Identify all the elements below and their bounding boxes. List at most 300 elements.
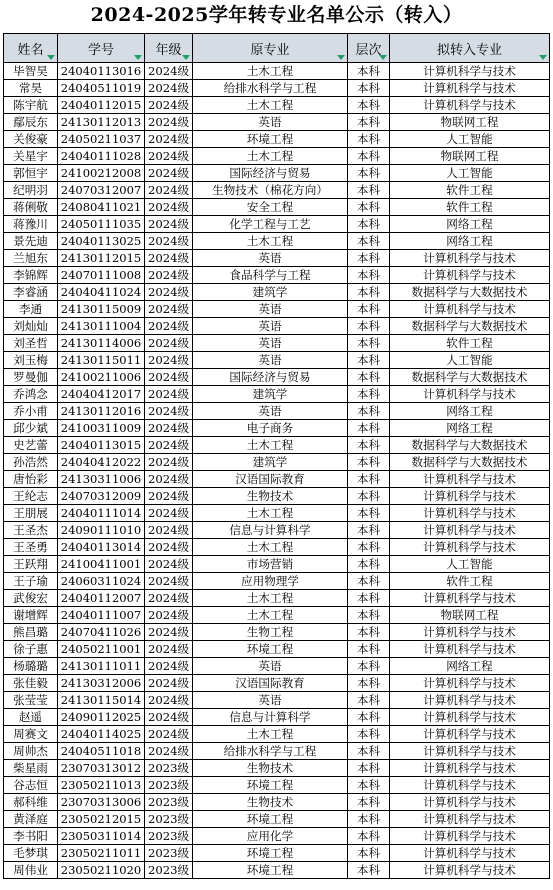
grade-cell[interactable]: 2024级 bbox=[145, 709, 193, 726]
student-id-cell[interactable]: 24090111010 bbox=[58, 522, 145, 539]
original-major-cell[interactable]: 电子商务 bbox=[193, 420, 348, 437]
student-id-cell[interactable]: 24100411001 bbox=[58, 556, 145, 573]
grade-cell[interactable]: 2023级 bbox=[145, 777, 193, 794]
student-id-cell[interactable]: 24040113015 bbox=[58, 437, 145, 454]
grade-cell[interactable]: 2024级 bbox=[145, 403, 193, 420]
original-major-cell[interactable]: 信息与计算科学 bbox=[193, 709, 348, 726]
target-major-cell[interactable]: 软件工程 bbox=[390, 182, 550, 199]
target-major-cell[interactable]: 计算机科学与技术 bbox=[390, 624, 550, 641]
level-cell[interactable]: 本科 bbox=[348, 777, 390, 794]
student-id-cell[interactable]: 24130115014 bbox=[58, 692, 145, 709]
level-cell[interactable]: 本科 bbox=[348, 165, 390, 182]
name-cell[interactable]: 毕智昊 bbox=[4, 63, 58, 80]
grade-cell[interactable]: 2023级 bbox=[145, 811, 193, 828]
grade-cell[interactable]: 2023级 bbox=[145, 760, 193, 777]
level-cell[interactable]: 本科 bbox=[348, 539, 390, 556]
original-major-cell[interactable]: 安全工程 bbox=[193, 199, 348, 216]
student-id-cell[interactable]: 24070312009 bbox=[58, 488, 145, 505]
student-id-cell[interactable]: 24040412022 bbox=[58, 454, 145, 471]
name-cell[interactable]: 赵遥 bbox=[4, 709, 58, 726]
grade-cell[interactable]: 2023级 bbox=[145, 828, 193, 845]
name-cell[interactable]: 蒋豫川 bbox=[4, 216, 58, 233]
student-id-cell[interactable]: 24090112025 bbox=[58, 709, 145, 726]
level-cell[interactable]: 本科 bbox=[348, 97, 390, 114]
filter-arrow-icon[interactable] bbox=[47, 55, 55, 60]
original-major-cell[interactable]: 环境工程 bbox=[193, 811, 348, 828]
target-major-cell[interactable]: 人工智能 bbox=[390, 131, 550, 148]
col-header-name[interactable]: 姓名 bbox=[4, 34, 58, 63]
target-major-cell[interactable]: 计算机科学与技术 bbox=[390, 267, 550, 284]
level-cell[interactable]: 本科 bbox=[348, 692, 390, 709]
filter-arrow-icon[interactable] bbox=[337, 55, 345, 60]
name-cell[interactable]: 李书阳 bbox=[4, 828, 58, 845]
name-cell[interactable]: 史艺蕾 bbox=[4, 437, 58, 454]
grade-cell[interactable]: 2024级 bbox=[145, 80, 193, 97]
level-cell[interactable]: 本科 bbox=[348, 454, 390, 471]
original-major-cell[interactable]: 土木工程 bbox=[193, 97, 348, 114]
grade-cell[interactable]: 2024级 bbox=[145, 675, 193, 692]
level-cell[interactable]: 本科 bbox=[348, 522, 390, 539]
name-cell[interactable]: 罗曼伽 bbox=[4, 369, 58, 386]
grade-cell[interactable]: 2024级 bbox=[145, 386, 193, 403]
level-cell[interactable]: 本科 bbox=[348, 505, 390, 522]
name-cell[interactable]: 李锦辉 bbox=[4, 267, 58, 284]
target-major-cell[interactable]: 计算机科学与技术 bbox=[390, 505, 550, 522]
level-cell[interactable]: 本科 bbox=[348, 80, 390, 97]
original-major-cell[interactable]: 土木工程 bbox=[193, 590, 348, 607]
level-cell[interactable]: 本科 bbox=[348, 743, 390, 760]
original-major-cell[interactable]: 生物技术（棉花方向） bbox=[193, 182, 348, 199]
filter-arrow-icon[interactable] bbox=[134, 55, 142, 60]
grade-cell[interactable]: 2024级 bbox=[145, 97, 193, 114]
student-id-cell[interactable]: 23050211013 bbox=[58, 777, 145, 794]
target-major-cell[interactable]: 网络工程 bbox=[390, 658, 550, 675]
level-cell[interactable]: 本科 bbox=[348, 862, 390, 879]
student-id-cell[interactable]: 24130111004 bbox=[58, 318, 145, 335]
grade-cell[interactable]: 2024级 bbox=[145, 233, 193, 250]
original-major-cell[interactable]: 生物技术 bbox=[193, 488, 348, 505]
original-major-cell[interactable]: 英语 bbox=[193, 692, 348, 709]
target-major-cell[interactable]: 计算机科学与技术 bbox=[390, 63, 550, 80]
grade-cell[interactable]: 2024级 bbox=[145, 318, 193, 335]
level-cell[interactable]: 本科 bbox=[348, 131, 390, 148]
original-major-cell[interactable]: 汉语国际教育 bbox=[193, 471, 348, 488]
level-cell[interactable]: 本科 bbox=[348, 318, 390, 335]
student-id-cell[interactable]: 24130115011 bbox=[58, 352, 145, 369]
grade-cell[interactable]: 2024级 bbox=[145, 607, 193, 624]
grade-cell[interactable]: 2024级 bbox=[145, 437, 193, 454]
name-cell[interactable]: 李通 bbox=[4, 301, 58, 318]
student-id-cell[interactable]: 24040511018 bbox=[58, 743, 145, 760]
target-major-cell[interactable]: 网络工程 bbox=[390, 233, 550, 250]
original-major-cell[interactable]: 国际经济与贸易 bbox=[193, 369, 348, 386]
level-cell[interactable]: 本科 bbox=[348, 182, 390, 199]
col-header-level[interactable]: 层次 bbox=[348, 34, 390, 63]
grade-cell[interactable]: 2024级 bbox=[145, 590, 193, 607]
name-cell[interactable]: 关俊豪 bbox=[4, 131, 58, 148]
level-cell[interactable]: 本科 bbox=[348, 267, 390, 284]
target-major-cell[interactable]: 数据科学与大数据技术 bbox=[390, 369, 550, 386]
grade-cell[interactable]: 2024级 bbox=[145, 199, 193, 216]
col-header-student-id[interactable]: 学号 bbox=[58, 34, 145, 63]
name-cell[interactable]: 武俊宏 bbox=[4, 590, 58, 607]
level-cell[interactable]: 本科 bbox=[348, 760, 390, 777]
grade-cell[interactable]: 2024级 bbox=[145, 573, 193, 590]
col-header-target-major[interactable]: 拟转入专业 bbox=[390, 34, 550, 63]
level-cell[interactable]: 本科 bbox=[348, 335, 390, 352]
target-major-cell[interactable]: 计算机科学与技术 bbox=[390, 590, 550, 607]
target-major-cell[interactable]: 数据科学与大数据技术 bbox=[390, 284, 550, 301]
original-major-cell[interactable]: 英语 bbox=[193, 250, 348, 267]
name-cell[interactable]: 郝科维 bbox=[4, 794, 58, 811]
target-major-cell[interactable]: 物联网工程 bbox=[390, 148, 550, 165]
col-header-original-major[interactable]: 原专业 bbox=[193, 34, 348, 63]
target-major-cell[interactable]: 网络工程 bbox=[390, 403, 550, 420]
grade-cell[interactable]: 2024级 bbox=[145, 182, 193, 199]
level-cell[interactable]: 本科 bbox=[348, 607, 390, 624]
level-cell[interactable]: 本科 bbox=[348, 624, 390, 641]
grade-cell[interactable]: 2024级 bbox=[145, 471, 193, 488]
filter-arrow-icon[interactable] bbox=[539, 55, 547, 60]
grade-cell[interactable]: 2024级 bbox=[145, 743, 193, 760]
grade-cell[interactable]: 2024级 bbox=[145, 114, 193, 131]
student-id-cell[interactable]: 24130311006 bbox=[58, 471, 145, 488]
student-id-cell[interactable]: 24040113016 bbox=[58, 63, 145, 80]
level-cell[interactable]: 本科 bbox=[348, 641, 390, 658]
student-id-cell[interactable]: 24050111035 bbox=[58, 216, 145, 233]
level-cell[interactable]: 本科 bbox=[348, 675, 390, 692]
level-cell[interactable]: 本科 bbox=[348, 573, 390, 590]
student-id-cell[interactable]: 24060311024 bbox=[58, 573, 145, 590]
level-cell[interactable]: 本科 bbox=[348, 403, 390, 420]
original-major-cell[interactable]: 环境工程 bbox=[193, 845, 348, 862]
original-major-cell[interactable]: 生物技术 bbox=[193, 794, 348, 811]
target-major-cell[interactable]: 计算机科学与技术 bbox=[390, 726, 550, 743]
name-cell[interactable]: 纪明羽 bbox=[4, 182, 58, 199]
student-id-cell[interactable]: 24040111028 bbox=[58, 148, 145, 165]
filter-arrow-icon[interactable] bbox=[379, 55, 387, 60]
student-id-cell[interactable]: 24100311009 bbox=[58, 420, 145, 437]
name-cell[interactable]: 常昊 bbox=[4, 80, 58, 97]
level-cell[interactable]: 本科 bbox=[348, 233, 390, 250]
grade-cell[interactable]: 2024级 bbox=[145, 641, 193, 658]
name-cell[interactable]: 鄢辰东 bbox=[4, 114, 58, 131]
grade-cell[interactable]: 2024级 bbox=[145, 454, 193, 471]
level-cell[interactable]: 本科 bbox=[348, 437, 390, 454]
original-major-cell[interactable]: 环境工程 bbox=[193, 777, 348, 794]
student-id-cell[interactable]: 24130114006 bbox=[58, 335, 145, 352]
target-major-cell[interactable]: 人工智能 bbox=[390, 165, 550, 182]
level-cell[interactable]: 本科 bbox=[348, 488, 390, 505]
target-major-cell[interactable]: 计算机科学与技术 bbox=[390, 641, 550, 658]
grade-cell[interactable]: 2024级 bbox=[145, 267, 193, 284]
original-major-cell[interactable]: 环境工程 bbox=[193, 131, 348, 148]
name-cell[interactable]: 杨璐璐 bbox=[4, 658, 58, 675]
name-cell[interactable]: 周帅杰 bbox=[4, 743, 58, 760]
name-cell[interactable]: 邱少斌 bbox=[4, 420, 58, 437]
grade-cell[interactable]: 2024级 bbox=[145, 165, 193, 182]
student-id-cell[interactable]: 24130312006 bbox=[58, 675, 145, 692]
student-id-cell[interactable]: 24130111011 bbox=[58, 658, 145, 675]
name-cell[interactable]: 徐子惠 bbox=[4, 641, 58, 658]
grade-cell[interactable]: 2024级 bbox=[145, 556, 193, 573]
target-major-cell[interactable]: 计算机科学与技术 bbox=[390, 522, 550, 539]
original-major-cell[interactable]: 汉语国际教育 bbox=[193, 675, 348, 692]
grade-cell[interactable]: 2024级 bbox=[145, 420, 193, 437]
level-cell[interactable]: 本科 bbox=[348, 794, 390, 811]
target-major-cell[interactable]: 计算机科学与技术 bbox=[390, 760, 550, 777]
target-major-cell[interactable]: 计算机科学与技术 bbox=[390, 386, 550, 403]
original-major-cell[interactable]: 应用物理学 bbox=[193, 573, 348, 590]
target-major-cell[interactable]: 网络工程 bbox=[390, 216, 550, 233]
target-major-cell[interactable]: 计算机科学与技术 bbox=[390, 301, 550, 318]
student-id-cell[interactable]: 23050311014 bbox=[58, 828, 145, 845]
target-major-cell[interactable]: 人工智能 bbox=[390, 556, 550, 573]
target-major-cell[interactable]: 计算机科学与技术 bbox=[390, 828, 550, 845]
original-major-cell[interactable]: 食品科学与工程 bbox=[193, 267, 348, 284]
student-id-cell[interactable]: 23050212015 bbox=[58, 811, 145, 828]
grade-cell[interactable]: 2024级 bbox=[145, 505, 193, 522]
original-major-cell[interactable]: 给排水科学与工程 bbox=[193, 743, 348, 760]
grade-cell[interactable]: 2024级 bbox=[145, 369, 193, 386]
original-major-cell[interactable]: 建筑学 bbox=[193, 284, 348, 301]
target-major-cell[interactable]: 人工智能 bbox=[390, 352, 550, 369]
level-cell[interactable]: 本科 bbox=[348, 386, 390, 403]
original-major-cell[interactable]: 国际经济与贸易 bbox=[193, 165, 348, 182]
original-major-cell[interactable]: 土木工程 bbox=[193, 726, 348, 743]
original-major-cell[interactable]: 信息与计算科学 bbox=[193, 522, 348, 539]
student-id-cell[interactable]: 23070313012 bbox=[58, 760, 145, 777]
grade-cell[interactable]: 2024级 bbox=[145, 335, 193, 352]
name-cell[interactable]: 关星宇 bbox=[4, 148, 58, 165]
target-major-cell[interactable]: 物联网工程 bbox=[390, 607, 550, 624]
name-cell[interactable]: 张莹莹 bbox=[4, 692, 58, 709]
name-cell[interactable]: 刘灿灿 bbox=[4, 318, 58, 335]
name-cell[interactable]: 乔鸿念 bbox=[4, 386, 58, 403]
student-id-cell[interactable]: 24100211006 bbox=[58, 369, 145, 386]
target-major-cell[interactable]: 计算机科学与技术 bbox=[390, 97, 550, 114]
student-id-cell[interactable]: 24040111007 bbox=[58, 607, 145, 624]
student-id-cell[interactable]: 24130112015 bbox=[58, 250, 145, 267]
original-major-cell[interactable]: 英语 bbox=[193, 114, 348, 131]
grade-cell[interactable]: 2024级 bbox=[145, 216, 193, 233]
grade-cell[interactable]: 2024级 bbox=[145, 624, 193, 641]
name-cell[interactable]: 王朋展 bbox=[4, 505, 58, 522]
original-major-cell[interactable]: 英语 bbox=[193, 301, 348, 318]
student-id-cell[interactable]: 24040411024 bbox=[58, 284, 145, 301]
original-major-cell[interactable]: 市场营销 bbox=[193, 556, 348, 573]
target-major-cell[interactable]: 计算机科学与技术 bbox=[390, 539, 550, 556]
original-major-cell[interactable]: 环境工程 bbox=[193, 641, 348, 658]
original-major-cell[interactable]: 建筑学 bbox=[193, 386, 348, 403]
target-major-cell[interactable]: 计算机科学与技术 bbox=[390, 488, 550, 505]
target-major-cell[interactable]: 软件工程 bbox=[390, 199, 550, 216]
level-cell[interactable]: 本科 bbox=[348, 726, 390, 743]
level-cell[interactable]: 本科 bbox=[348, 199, 390, 216]
original-major-cell[interactable]: 土木工程 bbox=[193, 607, 348, 624]
target-major-cell[interactable]: 计算机科学与技术 bbox=[390, 845, 550, 862]
name-cell[interactable]: 刘玉梅 bbox=[4, 352, 58, 369]
target-major-cell[interactable]: 数据科学与大数据技术 bbox=[390, 454, 550, 471]
name-cell[interactable]: 张佳毅 bbox=[4, 675, 58, 692]
name-cell[interactable]: 谢增辉 bbox=[4, 607, 58, 624]
original-major-cell[interactable]: 英语 bbox=[193, 318, 348, 335]
grade-cell[interactable]: 2023级 bbox=[145, 845, 193, 862]
original-major-cell[interactable]: 英语 bbox=[193, 352, 348, 369]
level-cell[interactable]: 本科 bbox=[348, 63, 390, 80]
name-cell[interactable]: 孙浩然 bbox=[4, 454, 58, 471]
original-major-cell[interactable]: 化学工程与工艺 bbox=[193, 216, 348, 233]
grade-cell[interactable]: 2024级 bbox=[145, 522, 193, 539]
target-major-cell[interactable]: 计算机科学与技术 bbox=[390, 709, 550, 726]
name-cell[interactable]: 周赛文 bbox=[4, 726, 58, 743]
grade-cell[interactable]: 2024级 bbox=[145, 539, 193, 556]
name-cell[interactable]: 王纶志 bbox=[4, 488, 58, 505]
name-cell[interactable]: 王圣杰 bbox=[4, 522, 58, 539]
student-id-cell[interactable]: 24050211001 bbox=[58, 641, 145, 658]
name-cell[interactable]: 陈宇航 bbox=[4, 97, 58, 114]
student-id-cell[interactable]: 24040112015 bbox=[58, 97, 145, 114]
grade-cell[interactable]: 2023级 bbox=[145, 862, 193, 879]
level-cell[interactable]: 本科 bbox=[348, 369, 390, 386]
student-id-cell[interactable]: 24130115009 bbox=[58, 301, 145, 318]
student-id-cell[interactable]: 23050211020 bbox=[58, 862, 145, 879]
student-id-cell[interactable]: 24100212008 bbox=[58, 165, 145, 182]
target-major-cell[interactable]: 计算机科学与技术 bbox=[390, 80, 550, 97]
target-major-cell[interactable]: 计算机科学与技术 bbox=[390, 250, 550, 267]
level-cell[interactable]: 本科 bbox=[348, 845, 390, 862]
level-cell[interactable]: 本科 bbox=[348, 114, 390, 131]
original-major-cell[interactable]: 英语 bbox=[193, 403, 348, 420]
original-major-cell[interactable]: 土木工程 bbox=[193, 63, 348, 80]
name-cell[interactable]: 蒋俐敬 bbox=[4, 199, 58, 216]
level-cell[interactable]: 本科 bbox=[348, 301, 390, 318]
student-id-cell[interactable]: 24040511019 bbox=[58, 80, 145, 97]
student-id-cell[interactable]: 24070111008 bbox=[58, 267, 145, 284]
original-major-cell[interactable]: 生物工程 bbox=[193, 624, 348, 641]
grade-cell[interactable]: 2024级 bbox=[145, 301, 193, 318]
student-id-cell[interactable]: 24040114025 bbox=[58, 726, 145, 743]
name-cell[interactable]: 郭恒宇 bbox=[4, 165, 58, 182]
grade-cell[interactable]: 2024级 bbox=[145, 488, 193, 505]
name-cell[interactable]: 熊昌璐 bbox=[4, 624, 58, 641]
grade-cell[interactable]: 2023级 bbox=[145, 794, 193, 811]
student-id-cell[interactable]: 24080411021 bbox=[58, 199, 145, 216]
filter-arrow-icon[interactable] bbox=[182, 55, 190, 60]
grade-cell[interactable]: 2024级 bbox=[145, 131, 193, 148]
target-major-cell[interactable]: 计算机科学与技术 bbox=[390, 471, 550, 488]
student-id-cell[interactable]: 24040412017 bbox=[58, 386, 145, 403]
level-cell[interactable]: 本科 bbox=[348, 420, 390, 437]
name-cell[interactable]: 谷志恒 bbox=[4, 777, 58, 794]
target-major-cell[interactable]: 计算机科学与技术 bbox=[390, 777, 550, 794]
target-major-cell[interactable]: 物联网工程 bbox=[390, 114, 550, 131]
original-major-cell[interactable]: 生物技术 bbox=[193, 760, 348, 777]
target-major-cell[interactable]: 计算机科学与技术 bbox=[390, 692, 550, 709]
original-major-cell[interactable]: 应用化学 bbox=[193, 828, 348, 845]
name-cell[interactable]: 周伟业 bbox=[4, 862, 58, 879]
original-major-cell[interactable]: 英语 bbox=[193, 335, 348, 352]
level-cell[interactable]: 本科 bbox=[348, 828, 390, 845]
target-major-cell[interactable]: 计算机科学与技术 bbox=[390, 862, 550, 879]
name-cell[interactable]: 景先迪 bbox=[4, 233, 58, 250]
grade-cell[interactable]: 2024级 bbox=[145, 726, 193, 743]
name-cell[interactable]: 王圣勇 bbox=[4, 539, 58, 556]
grade-cell[interactable]: 2024级 bbox=[145, 352, 193, 369]
name-cell[interactable]: 李睿涵 bbox=[4, 284, 58, 301]
original-major-cell[interactable]: 土木工程 bbox=[193, 539, 348, 556]
level-cell[interactable]: 本科 bbox=[348, 216, 390, 233]
level-cell[interactable]: 本科 bbox=[348, 352, 390, 369]
grade-cell[interactable]: 2024级 bbox=[145, 250, 193, 267]
level-cell[interactable]: 本科 bbox=[348, 590, 390, 607]
student-id-cell[interactable]: 23050211011 bbox=[58, 845, 145, 862]
name-cell[interactable]: 柴星雨 bbox=[4, 760, 58, 777]
level-cell[interactable]: 本科 bbox=[348, 556, 390, 573]
student-id-cell[interactable]: 24040113014 bbox=[58, 539, 145, 556]
level-cell[interactable]: 本科 bbox=[348, 284, 390, 301]
original-major-cell[interactable]: 土木工程 bbox=[193, 437, 348, 454]
name-cell[interactable]: 王跃翔 bbox=[4, 556, 58, 573]
target-major-cell[interactable]: 计算机科学与技术 bbox=[390, 675, 550, 692]
original-major-cell[interactable]: 建筑学 bbox=[193, 454, 348, 471]
level-cell[interactable]: 本科 bbox=[348, 148, 390, 165]
target-major-cell[interactable]: 软件工程 bbox=[390, 335, 550, 352]
target-major-cell[interactable]: 计算机科学与技术 bbox=[390, 794, 550, 811]
target-major-cell[interactable]: 网络工程 bbox=[390, 420, 550, 437]
student-id-cell[interactable]: 24040111014 bbox=[58, 505, 145, 522]
student-id-cell[interactable]: 24130112013 bbox=[58, 114, 145, 131]
grade-cell[interactable]: 2024级 bbox=[145, 692, 193, 709]
name-cell[interactable]: 刘圣哲 bbox=[4, 335, 58, 352]
target-major-cell[interactable]: 软件工程 bbox=[390, 573, 550, 590]
target-major-cell[interactable]: 数据科学与大数据技术 bbox=[390, 318, 550, 335]
student-id-cell[interactable]: 24130112016 bbox=[58, 403, 145, 420]
original-major-cell[interactable]: 给排水科学与工程 bbox=[193, 80, 348, 97]
name-cell[interactable]: 毛梦琪 bbox=[4, 845, 58, 862]
student-id-cell[interactable]: 24040113025 bbox=[58, 233, 145, 250]
student-id-cell[interactable]: 23070313006 bbox=[58, 794, 145, 811]
original-major-cell[interactable]: 土木工程 bbox=[193, 148, 348, 165]
student-id-cell[interactable]: 24070411026 bbox=[58, 624, 145, 641]
grade-cell[interactable]: 2024级 bbox=[145, 63, 193, 80]
name-cell[interactable]: 王子瑜 bbox=[4, 573, 58, 590]
target-major-cell[interactable]: 计算机科学与技术 bbox=[390, 743, 550, 760]
original-major-cell[interactable]: 英语 bbox=[193, 658, 348, 675]
grade-cell[interactable]: 2024级 bbox=[145, 658, 193, 675]
level-cell[interactable]: 本科 bbox=[348, 709, 390, 726]
original-major-cell[interactable]: 土木工程 bbox=[193, 505, 348, 522]
level-cell[interactable]: 本科 bbox=[348, 250, 390, 267]
grade-cell[interactable]: 2024级 bbox=[145, 284, 193, 301]
student-id-cell[interactable]: 24050211037 bbox=[58, 131, 145, 148]
name-cell[interactable]: 唐怡彩 bbox=[4, 471, 58, 488]
original-major-cell[interactable]: 土木工程 bbox=[193, 233, 348, 250]
name-cell[interactable]: 兰旭东 bbox=[4, 250, 58, 267]
grade-cell[interactable]: 2024级 bbox=[145, 148, 193, 165]
target-major-cell[interactable]: 计算机科学与技术 bbox=[390, 811, 550, 828]
level-cell[interactable]: 本科 bbox=[348, 811, 390, 828]
name-cell[interactable]: 乔小甫 bbox=[4, 403, 58, 420]
student-id-cell[interactable]: 24070312007 bbox=[58, 182, 145, 199]
target-major-cell[interactable]: 数据科学与大数据技术 bbox=[390, 437, 550, 454]
level-cell[interactable]: 本科 bbox=[348, 658, 390, 675]
col-header-grade[interactable]: 年级 bbox=[145, 34, 193, 63]
level-cell[interactable]: 本科 bbox=[348, 471, 390, 488]
name-cell[interactable]: 黄泽庭 bbox=[4, 811, 58, 828]
student-id-cell[interactable]: 24040112007 bbox=[58, 590, 145, 607]
original-major-cell[interactable]: 环境工程 bbox=[193, 862, 348, 879]
